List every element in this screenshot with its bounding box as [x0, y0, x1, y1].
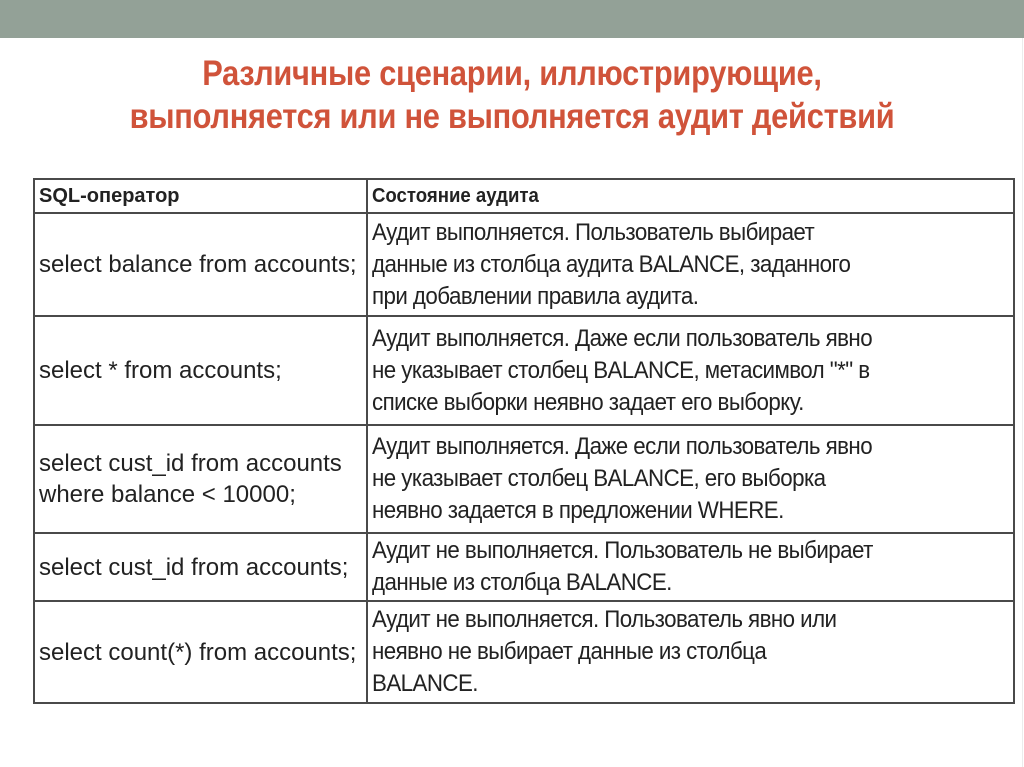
table-row	[34, 425, 1014, 533]
table-row	[34, 533, 1014, 601]
sql-operator-cell: select cust_id from accounts;	[34, 533, 367, 601]
audit-state-text: Аудит не выполняется. Пользователь явно или неявно не выбирает данные из столбца BALANCE.	[372, 606, 837, 697]
header-sql-operator: SQL-оператор	[34, 179, 367, 213]
header-audit-state-label: Состояние аудита	[372, 185, 539, 207]
audit-state-cell	[367, 213, 1014, 316]
audit-state-text: Аудит не выполняется. Пользователь не выбирает данные из столбца BALANCE.	[372, 537, 873, 596]
slide-edge-divider	[1022, 38, 1023, 767]
sql-operator-cell: select cust_id from accounts where balance < 10000;	[34, 425, 367, 533]
table-row	[34, 213, 1014, 316]
sql-operator-cell: select * from accounts;	[34, 316, 367, 425]
table-row	[34, 316, 1014, 425]
audit-state-cell	[367, 533, 1014, 601]
header-audit-state	[367, 179, 1014, 213]
sql-operator-cell: select balance from accounts;	[34, 213, 367, 316]
audit-state-cell	[367, 601, 1014, 703]
sql-operator-cell: select count(*) from accounts;	[34, 601, 367, 703]
audit-state-text: Аудит выполняется. Даже если пользователь явно не указывает столбец BALANCE, его выборка неявно задается в предложении WHERE.	[372, 433, 873, 524]
audit-state-cell	[367, 316, 1014, 425]
table-row	[34, 601, 1014, 703]
audit-state-text: Аудит выполняется. Пользователь выбирает данные из столбца аудита BALANCE, заданного при добавлении правила аудита.	[372, 218, 851, 310]
slide-top-bar	[0, 0, 1024, 38]
slide-title	[61, 52, 962, 138]
audit-state-cell	[367, 425, 1014, 533]
slide-title-line-1: Различные сценарии, иллюстрирующие,	[202, 54, 822, 93]
audit-scenarios-table	[33, 178, 1015, 704]
table-header-row	[34, 179, 1014, 213]
audit-state-text: Аудит выполняется. Даже если пользователь явно не указывает столбец BALANCE, метасимвол "*" в списке выборки неявно задает его выборку.	[372, 324, 873, 416]
slide-title-line-2: выполняется или не выполняется аудит действий	[129, 97, 895, 136]
